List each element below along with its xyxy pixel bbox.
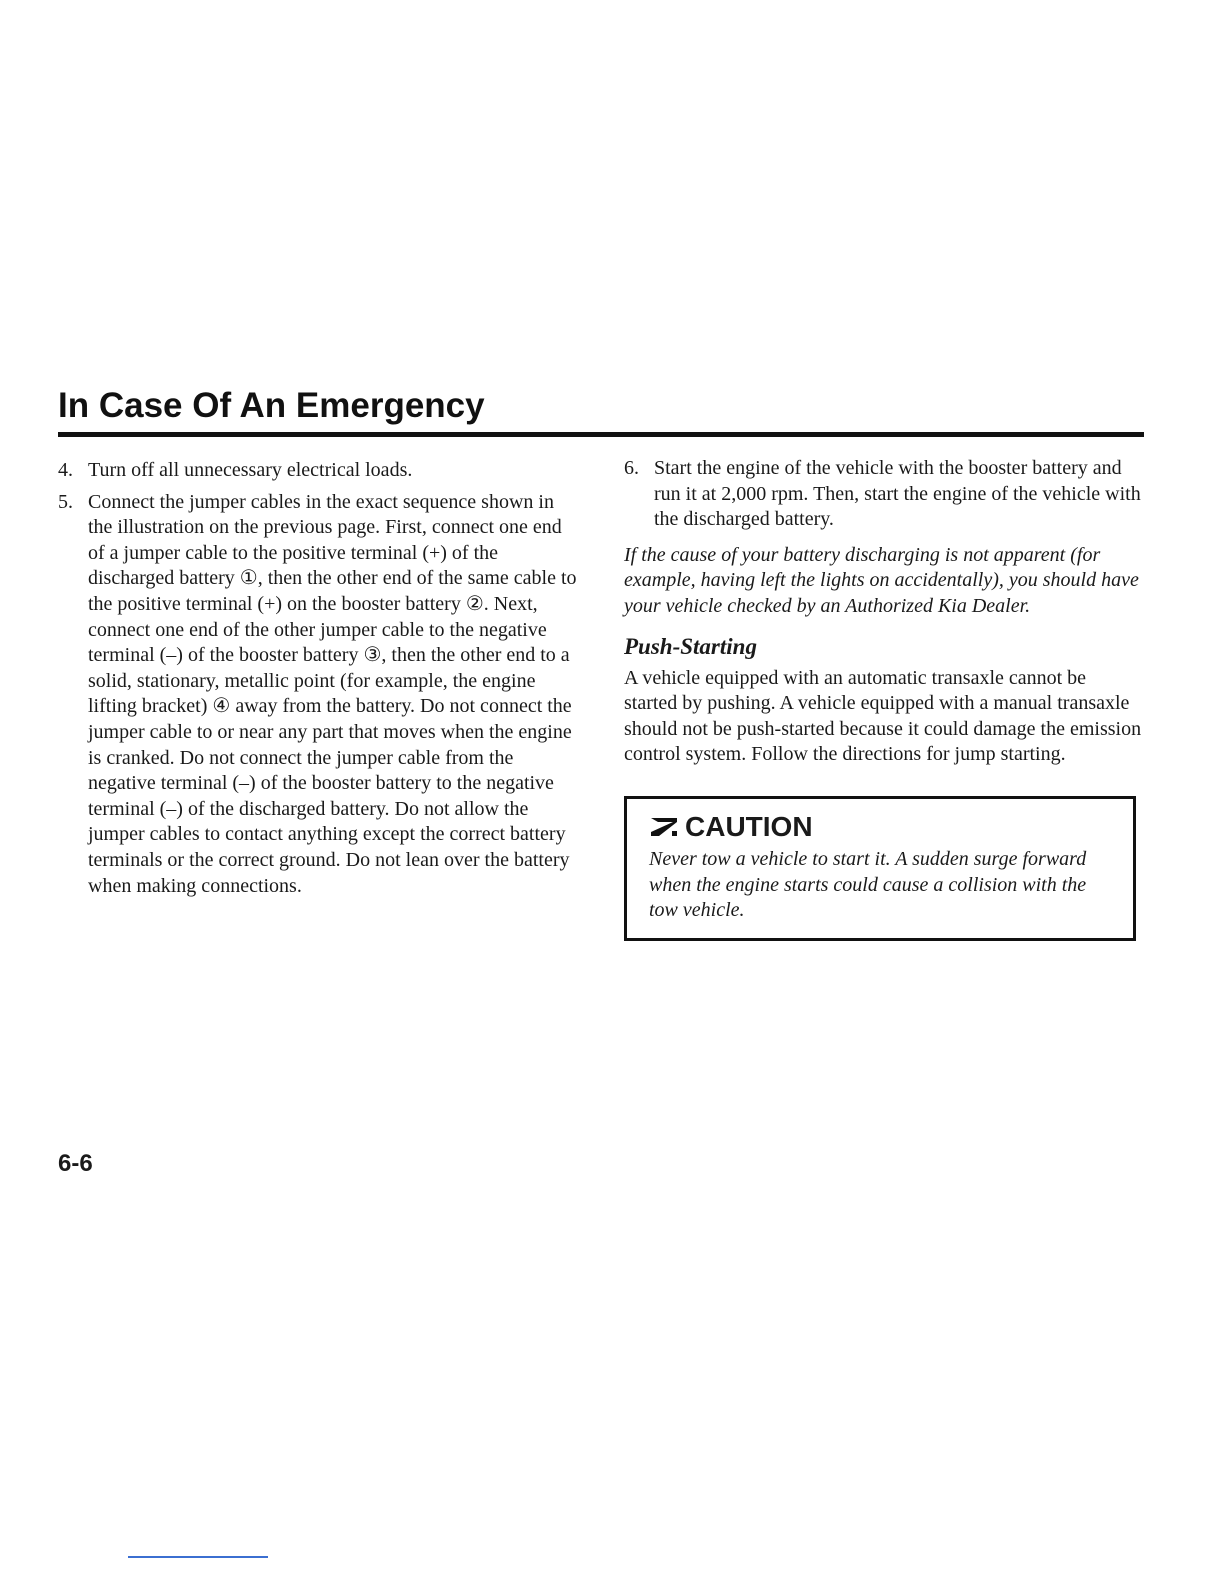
page-title: In Case Of An Emergency — [58, 386, 485, 425]
title-rule — [58, 432, 1144, 437]
caution-text: Never tow a vehicle to start it. A sudden surge forward when the engine starts could cause a collision with the tow vehicle. — [649, 847, 1087, 922]
push-starting-body: A vehicle equipped with an automatic transaxle cannot be started by pushing. A vehicle equipped with a manual transaxle should not be push-started because it could damage the emission control system. Follow the directions for jump starting. — [624, 666, 1142, 766]
right-column — [624, 456, 1144, 941]
step-number: 4. — [58, 459, 73, 481]
step-text: Turn off all unnecessary electrical loads. — [88, 459, 413, 481]
caution-header — [649, 811, 1115, 843]
step-number: 5. — [58, 490, 73, 513]
step-text: Start the engine of the vehicle with the booster battery and run it at 2,000 rpm. Then, start the engine of the vehicle with the discharged battery. — [654, 457, 1141, 531]
step-text: Connect the jumper cables in the exact sequence shown in the illustration on the previous page. First, connect one end of a jumper cable to the positive terminal (+) of the discharged battery ①, then the other end of the same cable to the positive terminal (+) on the booster battery ②. Next, connect one end of the other jumper cable to the negative terminal (–) of the booster battery ③, then the other end to a solid, stationary, metallic point (for example, the engine lifting bracket) ④ away from the battery. Do not connect the jumper cable to or near any part that moves when the engine is cranked. Do not connect the jumper cable from the negative terminal (–) of the booster battery to the negative terminal (–) of the discharged battery. Do not allow the jumper cables to contact anything except the correct battery terminals or the correct ground. Do not lean over the battery when making connections. — [88, 490, 577, 897]
caution-slash-icon — [649, 815, 679, 839]
step-6 — [624, 456, 1144, 533]
battery-note: If the cause of your battery discharging is not apparent (for example, having left the lights on accidentally), you should have your vehicle checked by an Authorized Kia Dealer. — [624, 543, 1139, 617]
caution-box — [624, 796, 1136, 941]
left-column — [58, 458, 578, 905]
step-5 — [58, 490, 578, 900]
page-number: 6-6 — [58, 1150, 93, 1177]
step-4 — [58, 458, 578, 484]
step-number: 6. — [624, 457, 639, 479]
section-heading-push-starting: Push-Starting — [624, 633, 757, 659]
footer-rule — [128, 1556, 268, 1558]
caution-label: CAUTION — [685, 810, 813, 842]
